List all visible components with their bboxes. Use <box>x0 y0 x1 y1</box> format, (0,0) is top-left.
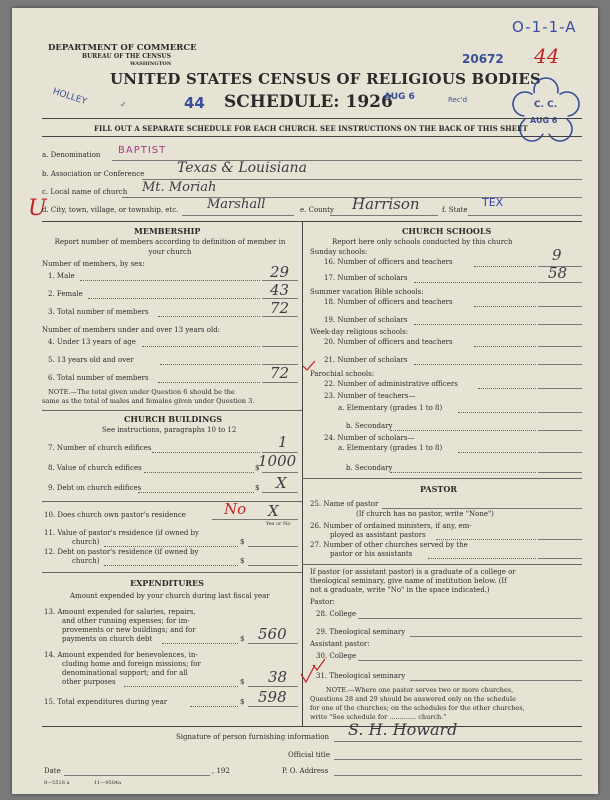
q23a-label: a. Elementary (grades 1 to 8) <box>338 404 443 412</box>
q25-note: (If church has no pastor, write "None") <box>356 510 494 518</box>
buildings-rule <box>42 410 302 411</box>
handwritten-number: 44 <box>534 44 560 68</box>
buildings-inner-rule <box>42 501 302 502</box>
q10-answer-x: X <box>268 502 279 520</box>
q15-dollar: $ <box>240 698 245 706</box>
q6-label: 6. Total number of members <box>48 374 149 382</box>
graduate-note-1: If pastor (or assistant pastor) is a graduate of a college or <box>310 568 516 576</box>
q2-answer: 43 <box>270 281 290 299</box>
q24a-answer-line <box>538 452 582 453</box>
schedule-year: SCHEDULE: 1926 <box>224 92 393 112</box>
q15-answer: 598 <box>258 688 287 706</box>
address-line <box>334 775 582 776</box>
members-by-sex-heading: Number of members, by sex: <box>42 260 145 268</box>
q19-answer-line <box>538 324 582 325</box>
q7-answer: 1 <box>278 433 288 451</box>
official-title-label: Official title <box>288 751 330 759</box>
q12-answer-line <box>248 565 298 566</box>
city-label: d. City, town, village, or township, etc. <box>42 206 179 214</box>
association-value: Texas & Louisiana <box>177 160 307 176</box>
q3-label: 3. Total number of members <box>48 308 149 316</box>
q13-label-1: 13. Amount expended for salaries, repairs, <box>44 608 196 616</box>
q23b-label: b. Secondary <box>346 422 393 430</box>
serial-number-stamp: 20672 <box>462 52 504 66</box>
q14-dollar: $ <box>240 678 245 686</box>
address-label: P. O. Address <box>282 767 329 775</box>
q16-label: 16. Number of officers and teachers <box>324 258 453 266</box>
q1-label: 1. Male <box>48 272 75 280</box>
q17-leader <box>414 282 536 283</box>
form-title: UNITED STATES CENSUS OF RELIGIOUS BODIES <box>110 70 542 88</box>
date-line <box>64 775 210 776</box>
pastor-title: PASTOR <box>420 484 457 494</box>
q9-answer-line <box>262 492 298 493</box>
q14-answer: 38 <box>268 668 288 686</box>
q10-answer-line <box>212 519 298 520</box>
q8-answer: 1000 <box>258 452 297 470</box>
q9-leader <box>138 492 254 493</box>
q11-label-1: 11. Value of pastor's residence (if owned by <box>44 529 199 537</box>
q19-label: 19. Number of scholars <box>324 316 408 324</box>
buildings-title: CHURCH BUILDINGS <box>124 414 222 424</box>
q13-dollar: $ <box>240 635 245 643</box>
pastor-subheading: Pastor: <box>310 598 335 606</box>
yes-no-hint: Yes or No <box>266 521 291 527</box>
q21-label: 21. Number of scholars <box>324 356 408 364</box>
received-label: Rec'd <box>448 96 468 104</box>
schedule-number-stamp: 44 <box>184 94 205 112</box>
membership-note-1: NOTE.—The total given under Question 6 should be the <box>48 388 235 396</box>
bureau-name: BUREAU OF THE CENSUS <box>82 53 171 60</box>
q22-label: 22. Number of administrative officers <box>324 380 458 388</box>
instruction-banner: FILL OUT A SEPARATE SCHEDULE FOR EACH CHURCH. SEE INSTRUCTIONS ON THE BACK OF THIS SHEET <box>94 124 528 133</box>
q31-answer-line <box>410 680 582 681</box>
q5-label: 5. 13 years old and over <box>48 356 134 364</box>
vacation-heading: Summer vacation Bible schools: <box>310 288 424 296</box>
q9-label: 9. Debt on church edifices <box>48 484 142 492</box>
denomination-value: BAPTIST <box>118 145 167 156</box>
county-label: e. County <box>300 206 334 214</box>
q14-label-1: 14. Amount expended for benevolences, in- <box>44 651 198 659</box>
county-value: Harrison <box>352 195 420 213</box>
expenditures-title: EXPENDITURES <box>130 578 204 588</box>
census-schedule-sheet <box>12 8 598 794</box>
state-value: TEX <box>482 196 504 209</box>
q17-answer: 58 <box>548 264 568 282</box>
q13-label-2: and other running expenses; for im- <box>62 617 190 625</box>
membership-note-2: same as the total of males and females given under Question 3. <box>42 397 255 405</box>
q9-answer: X <box>276 474 287 492</box>
q24b-label: b. Secondary <box>346 464 393 472</box>
q3-leader <box>158 316 260 317</box>
pastor-note-1: NOTE.—Where one pastor serves two or more churches, <box>326 686 514 694</box>
q23a-answer-line <box>538 412 582 413</box>
q22-leader <box>478 388 536 389</box>
q10-label: 10. Does church own pastor's residence <box>44 511 186 519</box>
q16-answer: 9 <box>552 246 562 264</box>
department-name: DEPARTMENT OF COMMERCE <box>48 43 197 53</box>
print-code: 11—9504a <box>94 780 122 786</box>
parochial-heading: Parochial schools: <box>310 370 375 378</box>
graduate-note-3: not a graduate, write "No" in the space indicated.) <box>310 586 490 594</box>
q12-leader <box>104 565 238 566</box>
date-received-stamp: AUG 6 <box>384 92 415 102</box>
q11-dollar: $ <box>240 538 245 546</box>
q6-answer-line <box>262 382 298 383</box>
footer-rule <box>42 726 582 727</box>
header-rule <box>42 118 582 119</box>
q1-answer: 29 <box>270 263 290 281</box>
q21-leader <box>414 364 536 365</box>
sunday-heading: Sunday schools: <box>310 248 368 256</box>
q22-answer-line <box>538 388 582 389</box>
q15-label: 15. Total expenditures during year <box>44 698 168 706</box>
form-number: 8—5518 a <box>44 780 70 786</box>
state-line <box>468 215 582 216</box>
q14-answer-line <box>248 686 298 687</box>
q23a-leader <box>458 412 536 413</box>
expenditures-rule <box>42 572 302 573</box>
q11-label-2: church) <box>72 538 100 546</box>
schools-subtitle: Report here only schools conducted by this church <box>332 238 513 246</box>
q2-leader <box>88 298 260 299</box>
q7-label: 7. Number of church edifices <box>48 444 152 452</box>
sort-name-stamp: HOLLEY <box>51 86 88 108</box>
q29-answer-line <box>410 636 582 637</box>
q23b-answer-line <box>538 430 582 431</box>
pastor-note-3: for one of the churches; on the schedules for the other churches, <box>310 704 525 712</box>
q4-leader <box>142 346 260 347</box>
q24b-answer-line <box>538 472 582 473</box>
q12-dollar: $ <box>240 557 245 565</box>
local-name-label: c. Local name of church <box>42 188 128 196</box>
q14-label-4: other purposes <box>62 678 116 686</box>
city-name: WASHINGTON <box>130 61 172 67</box>
q23-label: 23. Number of teachers— <box>324 392 416 400</box>
q24b-leader <box>390 472 536 473</box>
q5-leader <box>160 364 260 365</box>
check-mark: ✓ <box>120 100 127 109</box>
q26-label-2: ployed as assistant pastors <box>330 531 426 539</box>
q13-label-3: provements or new buildings; and for <box>62 626 196 634</box>
age-heading: Number of members under and over 13 years old: <box>42 326 221 334</box>
q17-answer-line <box>538 282 582 283</box>
q14-label-2: cluding home and foreign missions; for <box>62 660 201 668</box>
q13-leader <box>162 643 238 644</box>
q24a-label: a. Elementary (grades 1 to 8) <box>338 444 443 452</box>
q25-answer-line <box>382 508 582 509</box>
q29-label: 29. Theological seminary <box>316 628 406 636</box>
q27-label-2: pastor or his assistants <box>330 550 413 558</box>
q1-leader <box>80 280 260 281</box>
q15-answer-line <box>248 706 298 707</box>
file-code-stamp: O-1-1-A <box>512 18 577 36</box>
q18-leader <box>474 306 536 307</box>
q17-label: 17. Number of scholars <box>324 274 408 282</box>
q19-leader <box>414 324 536 325</box>
q18-label: 18. Number of officers and teachers <box>324 298 453 306</box>
schools-title: CHURCH SCHOOLS <box>402 226 492 236</box>
membership-title: MEMBERSHIP <box>134 226 201 236</box>
county-line <box>330 215 438 216</box>
date-label: Date <box>44 767 61 775</box>
q26-label-1: 26. Number of ordained ministers, if any, em- <box>310 522 472 530</box>
q8-label: 8. Value of church edifices <box>48 464 142 472</box>
margin-mark: U <box>28 196 47 221</box>
q13-answer-line <box>248 643 298 644</box>
q16-leader <box>474 266 536 267</box>
graduate-rule <box>302 564 582 565</box>
q8-leader <box>144 472 254 473</box>
q2-label: 2. Female <box>48 290 83 298</box>
q27-leader <box>428 558 536 559</box>
q4-label: 4. Under 13 years of age <box>48 338 136 346</box>
date-year: , 192 <box>212 767 230 775</box>
q10-answer: No <box>224 500 247 518</box>
q6-answer: 72 <box>270 364 290 382</box>
local-name-value: Mt. Moriah <box>142 180 217 195</box>
cc-stamp-date: AUG 6 <box>530 116 558 125</box>
q20-answer-line <box>538 346 582 347</box>
pastor-rule <box>302 478 582 479</box>
cc-flower-stamp-icon <box>510 76 582 148</box>
q25-label: 25. Name of pastor <box>310 500 379 508</box>
instruction-rule <box>42 136 582 137</box>
q20-leader <box>474 346 536 347</box>
q31-label: 31. Theological seminary <box>316 672 406 680</box>
q14-leader <box>124 686 238 687</box>
city-value: Marshall <box>207 197 266 212</box>
pastor-note-2: Questions 28 and 29 should be answered only on the schedule <box>310 695 516 703</box>
q30-answer-line <box>358 660 582 661</box>
q11-answer-line <box>248 546 298 547</box>
assistant-subheading: Assistant pastor: <box>310 640 370 648</box>
q12-label-1: 12. Debt on pastor's residence (if owned by <box>44 548 199 556</box>
q24a-leader <box>458 452 536 453</box>
q12-label-2: church) <box>72 557 100 565</box>
q8-answer-line <box>262 472 298 473</box>
membership-subtitle: Report number of members according to definition of member in your church <box>54 238 286 256</box>
q13-label-4: payments on church debt <box>62 635 153 643</box>
city-line <box>182 215 294 216</box>
official-title-line <box>334 759 582 760</box>
center-column-rule <box>302 221 303 726</box>
q7-leader <box>152 452 260 453</box>
buildings-subtitle: See instructions, paragraphs 10 to 12 <box>102 426 237 434</box>
denomination-label: a. Denomination <box>42 151 101 159</box>
signature-value: S. H. Howard <box>348 720 458 739</box>
q26-answer-line <box>538 539 582 540</box>
signature-label: Signature of person furnishing information <box>176 733 330 741</box>
cc-stamp-label: C. C. <box>534 100 558 110</box>
q8-dollar: $ <box>255 464 260 472</box>
q14-label-3: denominational support; and for all <box>62 669 188 677</box>
q30-check-icon <box>312 658 326 672</box>
graduate-note-2: theological seminary, give name of institution below. (If <box>310 577 507 585</box>
q23b-leader <box>390 430 536 431</box>
q3-answer: 72 <box>270 299 290 317</box>
q26-leader <box>436 539 536 540</box>
q28-answer-line <box>358 618 582 619</box>
q28-label: 28. College <box>316 610 357 618</box>
association-label: b. Association or Conference <box>42 170 145 178</box>
q6-leader <box>158 382 260 383</box>
q4-answer-line <box>262 346 298 347</box>
weekday-heading: Week-day religious schools: <box>310 328 409 336</box>
q30-label: 30. College <box>316 652 357 660</box>
q21-answer-line <box>538 364 582 365</box>
q9-dollar: $ <box>255 484 260 492</box>
q27-answer-line <box>538 558 582 559</box>
expenditures-subtitle: Amount expended by your church during last fiscal year <box>70 592 270 600</box>
pastor-note-4: write "See schedule for ............. church." <box>310 713 447 721</box>
q20-label: 20. Number of officers and teachers <box>324 338 453 346</box>
signature-line <box>334 741 582 742</box>
state-label: f. State <box>442 206 468 214</box>
q24-label: 24. Number of scholars— <box>324 434 415 442</box>
q13-answer: 560 <box>258 625 287 643</box>
q18-answer-line <box>538 306 582 307</box>
section-top-rule <box>42 221 582 222</box>
q15-leader <box>190 706 238 707</box>
q27-label-1: 27. Number of other churches served by the <box>310 541 468 549</box>
q11-leader <box>104 546 238 547</box>
